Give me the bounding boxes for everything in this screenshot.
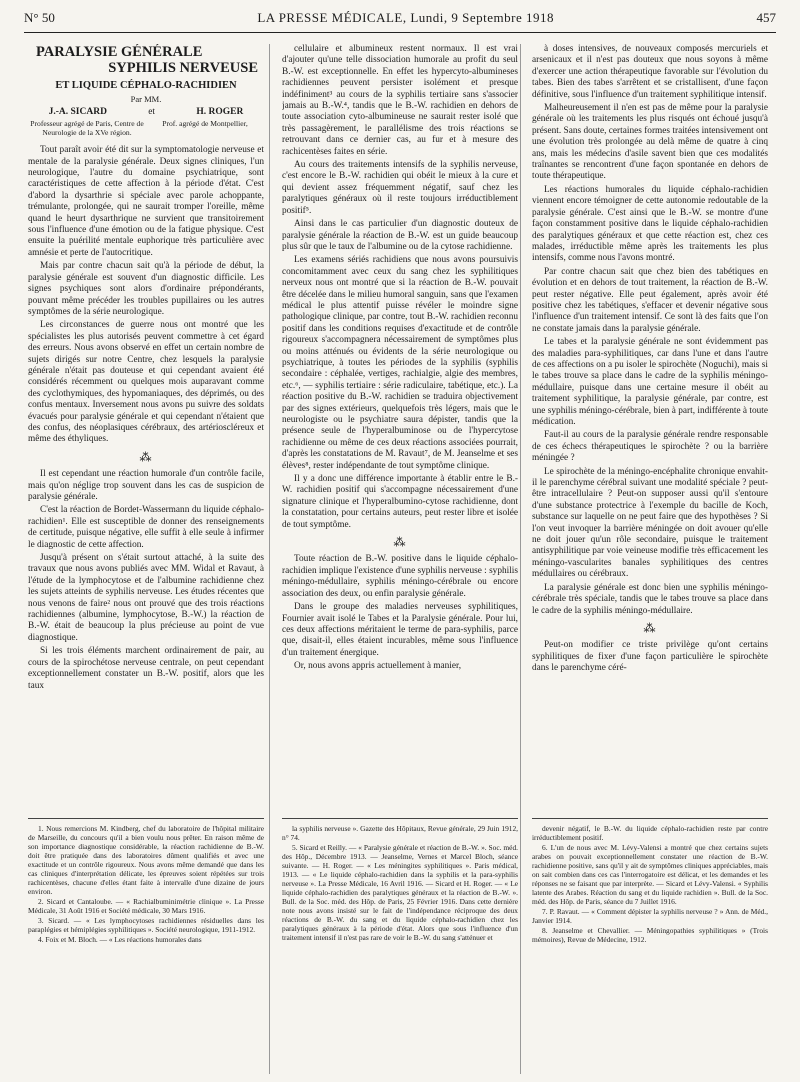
paragraph: Si les trois éléments marchent ordinairement de pair, au cours de la spirochétose nerveuse centrale, on peut cependant exceptionnellement constater un B.-W. positif, alors que les taux <box>28 646 264 691</box>
column-3 <box>532 44 768 816</box>
paragraph: Jusqu'à présent on s'était surtout attaché, à la suite des travaux que nous avons publiés avec MM. Widal et Ravaut, à l'étude de la lymphocytose et de l'albumine rachidienne chez les sujets atteints de syphilis nerveuse. Les études récentes que nous venons de faire² nous ont prouvé que des trois réactions rachidiennes (albumine, lymphocytose, B.-W.) la réaction de B.-W. était de beaucoup la plus précieuse au point de vue diagnostique. <box>28 553 264 643</box>
footnote-rule <box>532 818 768 819</box>
paragraph: Le spirochète de la méningo-encéphalite chronique envahit-il le parenchyme cérébral suivant une modalité spéciale ? peut-être intracellulaire ? Peut-on supposer aussi qu'il s'entoure d'une substance protectrice à l'exemple du bacille de Koch, substance sur laquelle on ne peut faire que des hypothèses ? Si l'on veut invoquer la barrière méningée on doit avouer qu'elle ne doit jouer qu'un rôle secondaire, puisque le traitement antisyphilitique par voie veineuse modifie très efficacement les méningo-vascularites banales syphilitiques des centres médullaires ou cérébraux. <box>532 466 768 580</box>
paragraph: Toute réaction de B.-W. positive dans le liquide céphalo-rachidien implique l'existence d'une syphilis nerveuse : syphilis méningo-médullaire, syphilis méningo-cérébrale ou encore association des deux, ou enfin paralysie générale. <box>282 554 518 599</box>
footnotes-column-1 <box>28 824 264 1076</box>
affiliation-1: Professeur agrégé de Paris, Centre de Neurologie de la XVe région. <box>30 119 144 138</box>
paragraph: Faut-il au cours de la paralysie générale rendre responsable de ces échecs thérapeutiques le spirochète ? ou la barrière méningée ? <box>532 430 768 464</box>
paragraph: Mais par contre chacun sait qu'à la période de début, la paralysie générale est souvent d'un diagnostic difficile. Les signes psychiques sont alors d'ordinaire prépondérants, pouvant même précéder les troubles pupillaires ou les autres symptômes de la série neurologique. <box>28 261 264 317</box>
affiliation-2: Prof. agrégé de Montpellier, <box>162 119 248 129</box>
author-et: et <box>148 106 156 117</box>
affiliations <box>28 119 264 137</box>
paragraph: Ainsi dans le cas particulier d'un diagnostic douteux de paralysie générale la réaction de B.-W. est un guide beaucoup plus sûr que le taux de l'albumine ou de la cytose rachidienne. <box>282 219 518 252</box>
column-rule <box>520 44 521 1074</box>
paragraph: Or, nous avons appris actuellement à manier, <box>294 661 462 672</box>
footnote: la syphilis nerveuse ». Gazette des Hôpitaux, Revue générale, 29 Juin 1912, n° 74. <box>282 824 518 842</box>
column-1 <box>28 44 264 816</box>
footnote: 7. P. Ravaut. — « Comment dépister la syphilis nerveuse ? » Ann. de Méd., Janvier 1914. <box>532 907 768 925</box>
footnote: 5. Sicard et Reilly. — « Paralysie générale et réaction de B.-W. ». Soc. méd. des Hôp., Décembre 1913. — Jeanselme, Vernes et Marcel Bloch, séance suivante. — H. Roger. — « Les méningites syphilitiques ». Paris médical, 1913. — « Le liquide céphalo-rachidien dans la syphilis et la para-syphilis nerveuse ». La Presse Médicale, 16 Avril 1916. — Sicard et H. Roger. — « Le liquide céphalo-rachidien des paralytiques généraux et la réaction de B.-W. ». Bull. de la Soc. méd. des Hôp. de Paris, 25 Février 1916. Dans cette dernière note nous avons insisté sur le fait de l'indépendance réciproque des deux réactions de B.-W. du sang et du liquide céphalo-rachidien chez les paralytiques généraux à la période d'état. Alors que sous l'influence d'un traitement intensif il n'est pas rare de voir le B.-W. du sang s'atténuer et <box>282 843 518 942</box>
paragraph: Par contre chacun sait que chez bien des tabétiques en évolution et en dehors de tout traitement, la réaction de B.-W. peut rester négative. Elle peut également, après avoir été positive chez les tabétiques, s'effacer et devenir négative sous l'influence d'un traitement intensif. Ce sont là des faits que l'on ne constate jamais dans la paralysie générale. <box>532 266 768 334</box>
article-title-block <box>28 44 264 137</box>
footnote: 6. L'un de nous avec M. Lévy-Valensi a montré que chez certains sujets arabes on pouvait exceptionnellement constater une réaction de B.-W. rachidienne positive, sans qu'il y ait de symptômes cliniques appréciables, mais on sait combien dans ces cas l'interrogatoire est délicat, et les demandes et les réponses ne se faisant que par interprète. — Sicard et Lévy-Valensi. « Syphilis latente des Arabes. Réaction du sang et du liquide rachidien ». Bull. de la Soc. méd. des Hôp. de Paris, séance du 7 Juillet 1916. <box>532 843 768 906</box>
paragraph: Les examens sériés rachidiens que nous avons poursuivis concomitamment avec ceux du sang chez les syphilitiques nerveux nous ont montré que si la réaction de B.-W. pouvait être décelée dans le milieu humoral sanguin, sans que l'examen médical le plus attentif puisse révéler le moindre signe pathologique clinique, par contre, tout B.-W. rachidien reconnu positif dans les conditions requises d'exactitude et de contrôle rigoureux s'accompagnera nécessairement de symptômes plus ou moins atténués ou évidents de la série neurologique ou psychiatrique, à toutes les périodes de la syphilis (syphilis secondaire : céphalée, vertiges, rachialgie, algie des membres, etc.⁶, — syphilis tertiaire : série radiculaire, tabétique, etc.). La réaction positive du B.-W. rachidien se traduira objectivement par des signes extérieurs, quelquefois très légers, mais que le neurologiste ou le psychiatre saura dépister, tandis que la présence seule de l'hyperalbuminose ou de l'hypercytose rachidienne ou même de ces deux réactions associées pourrait, d'après les constatations de M. Ravaut⁷, de M. Jeanselme et ses élèves⁸, rester indépendante de tout symptôme clinique. <box>282 255 518 471</box>
authors <box>28 107 264 118</box>
footnote: 2. Sicard et Cantaloube. — « Rachialbuminimétrie clinique ». La Presse Médicale, 31 Août 1916 et Société médicale, 30 Mars 1916. <box>28 897 264 915</box>
running-header <box>24 10 776 33</box>
author-2: H. ROGER <box>196 106 244 117</box>
footnote: 8. Jeanselme et Chevallier. — Méningopathies syphilitiques » (Trois mémoires), Revue de Médecine, 1912. <box>532 926 768 944</box>
paragraph: Malheureusement il n'en est pas de même pour la paralysie générale où les traitements les plus risqués ont échoué jusqu'à présent. Sans doute, certaines formes traitées intensivement ont une évolution très prolongée au delà même de quatre à cinq ans, mais les médecins d'asile savent bien que ces modalités traînantes se rencontrent d'une façon spontanée en dehors de toute thérapeutique. <box>532 103 768 182</box>
footnotes-column-3 <box>532 824 768 1076</box>
page-number: 457 <box>756 10 776 25</box>
footnote: 3. Sicard. — « Les lymphocytoses rachidiennes résiduelles dans les paraplégies et hémiplégies syphilitiques ». Société neurologique, 1911-1912. <box>28 916 264 934</box>
footnote: 1. Nous remercions M. Kindberg, chef du laboratoire de l'hôpital militaire de Marseille, du concours qu'il a bien voulu nous prêter. En raison même de son importance diagnostique considérable, la réaction rachidienne de B.-W. doit être pratiquée dans des laboratoires dûment qualifiés et avec une exactitude et un contrôle rigoureux. Nous avons même demandé que dans les cas cliniques d'interprétation délicate, les épreuves soient répétées sur trois rachicentèses, chacune d'elles étant faite à intervalle d'une dizaine de jours environ. <box>28 824 264 896</box>
footnote-rule <box>28 818 264 819</box>
paragraph: C'est la réaction de Bordet-Wassermann du liquide céphalo-rachidien¹. Elle est susceptible de donner des renseignements de certitude, puisque négative, elle suffit à elle seule à infirmer le diagnostic de cette affection. <box>28 505 264 550</box>
column-rule <box>269 44 270 1074</box>
journal-title: LA PRESSE MÉDICALE, Lundi, 9 Septembre 1918 <box>257 10 554 25</box>
byline-par: Par MM. <box>130 94 162 105</box>
paragraph: Il est cependant une réaction humorale d'un contrôle facile, mais qu'on néglige trop souvent dans les cas de suspicion de paralysie générale. <box>28 469 264 502</box>
paragraph: Les circonstances de guerre nous ont montré que les spécialistes les plus autorisés peuvent commettre à cet égard des erreurs. Nous avons observé en effet un certain nombre de sujets dirigés sur notre Centre, chez lesquels la paralysie générale n'était pas douteuse et qui cependant avaient été considérés récemment ou quelques mois auparavant comme des cyclothymiques, des hypomaniaques, des déprimés, ou des confus mentaux. Inversement nous avons pu suivre des soldats évacués pour paralysie générale et qui cependant n'étaient que des confus, des néoplasiques cérébraux, des artérioscléreux et même des éthyliques. <box>28 320 264 445</box>
paragraph: Les réactions humorales du liquide céphalo-rachidien viennent encore témoigner de cette autonomie redoutable de la paralysie générale. C'est ainsi que le B.-W. se montre d'une façon constamment positive dans le liquide céphalo-rachidien des paralytiques généraux et que cette réaction est, chez ces malades, irréductible même après les traitements les plus intensifs, comme nous l'avons montré. <box>532 184 768 264</box>
paragraph: Le tabes et la paralysie générale ne sont évidemment pas des maladies para-syphilitiques, car dans l'une et dans l'autre de ces affections on a pu isoler le spirochète (Noguchi), mais si le tabes trouve sa place dans le cadre de la syphilis méningo-médullaire, puisque dans une certaine mesure il obéit au traitement syphilitique, la paralysie générale, par contre, est une syphilis méningo-cérébrale, bien à part, indifférente à toute médication. <box>532 337 768 427</box>
column-2-body <box>282 44 518 673</box>
issue-number: N° 50 <box>24 10 55 25</box>
section-separator: ⁂ <box>139 449 153 464</box>
paragraph: La paralysie générale est donc bien une syphilis méningo-cérébrale très spéciale, tandis que le tabes trouve sa place dans le cadre de la syphilis méningo-médullaire. <box>532 582 768 616</box>
paragraph: à doses intensives, de nouveaux composés mercuriels et arsenicaux et il n'est pas douteux que nous soyons à même d'exercer une action thérapeutique favorable sur l'évolution du tabes. Bien des tabes s'arrêtent et se cristallisent, d'une façon définitive, sous l'influence d'un traitement syphilitique intensif. <box>532 44 768 100</box>
footnotes-column-2 <box>282 824 518 1076</box>
column-1-body <box>28 145 264 692</box>
section-separator: ⁂ <box>393 535 407 550</box>
paragraph: Il y a donc une différence importante à établir entre le B.-W. rachidien positif qui s'accompagne nécessairement d'une signature clinique et l'hyperalbumino-cytose rachidienne, dont la constatation, pour certains auteurs, peut rester libre et isolée de tout symptôme. <box>282 474 518 530</box>
footnote: devenir négatif, le B.-W. du liquide céphalo-rachidien reste par contre irréductiblement positif. <box>532 824 768 842</box>
article-title-line-1: PARALYSIE GÉNÉRALE <box>36 44 203 60</box>
column-2 <box>282 44 518 816</box>
footnote: 4. Foix et M. Bloch. — « Les réactions humorales dans <box>38 935 202 944</box>
section-separator: ⁂ <box>643 620 657 635</box>
paragraph: Tout paraît avoir été dit sur la symptomatologie nerveuse et mentale de la paralysie générale. Deux signes cliniques, l'un neurologique, l'autre du domaine psychiatrique, sont caractéristiques de cette affection à la période d'état. C'est d'abord la dysarthrie si spéciale avec parole achoppante, trémulante, prolongée, qui ne saurait tromper l'oreille, même quand le heurt dysarthrique ne survient que transitoirement sous l'influence d'une émotion ou de la fatigue physique. C'est ensuite la puérilité mentale euphorique très particulière avec amnésie et perte de l'autocritique. <box>28 145 264 258</box>
paragraph: Dans le groupe des maladies nerveuses syphilitiques, Fournier avait isolé le Tabes et la Paralysie générale. Pour lui, ces deux affections méritaient le terme de para-syphilis, parce que, disait-il, elles étaient incurables, même sous l'influence d'un traitement énergique. <box>282 602 518 658</box>
author-1: J.-A. SICARD <box>48 106 107 117</box>
paragraph: Au cours des traitements intensifs de la syphilis nerveuse, c'est encore le B.-W. rachidien qui obéit le mieux à la cure et qui devient assez fréquemment négatif, sauf chez les paralytiques généraux où il reste toujours irréductiblement positif⁵. <box>282 160 518 216</box>
paragraph: cellulaire et albumineux restent normaux. Il est vrai d'ajouter qu'une telle dissociation humorale au profit du seul B.-W. est exceptionnelle. En effet les hypercyto-albumineses rachidiennes peuvent persister isolément et presque indéfiniment³ au cours de la syphilis tertiaire sans s'associer jamais au B.-W.⁴, tandis que le B.-W. rachidien en dehors de toute association cyto-albumineuse ne saurait rester isolé que très passagèrement, le parallélisme des trois réactions se retrouvant dans ce dernier cas, au fur et à mesure des rachicentèses faites en série. <box>282 44 518 157</box>
article-title-line-3: ET LIQUIDE CÉPHALO-RACHIDIEN <box>55 80 237 91</box>
footnote-rule <box>282 818 518 819</box>
paragraph: Peut-on modifier ce triste privilège qu'ont certains syphilitiques de fixer d'une façon particulière le spirochète dans le parenchyme céré- <box>532 640 768 674</box>
article-title-line-2: SYPHILIS NERVEUSE <box>108 60 258 76</box>
column-3-body <box>532 44 768 675</box>
